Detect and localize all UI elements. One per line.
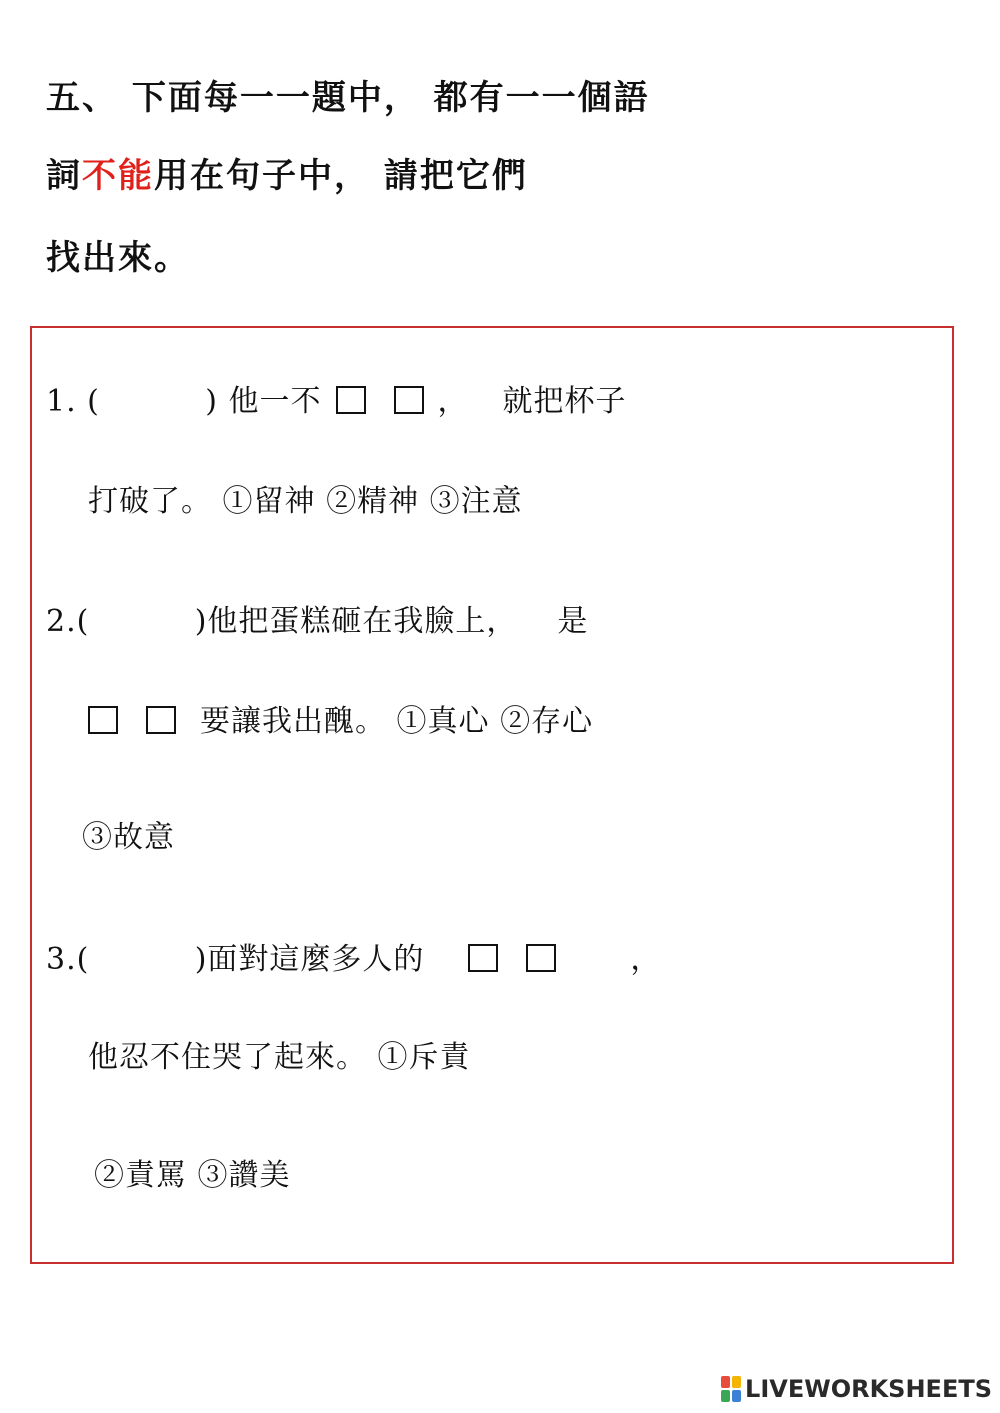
question-2-line-3: ③故意 xyxy=(82,820,175,855)
blank-box xyxy=(468,944,498,972)
blank-box xyxy=(526,944,556,972)
question-number: 2. xyxy=(46,604,77,639)
logo-square xyxy=(732,1390,741,1402)
question-box xyxy=(30,326,954,1264)
instruction-line-3: 找出來。 xyxy=(46,238,190,278)
answer-paren[interactable]: ( ) xyxy=(76,604,208,639)
liveworksheets-logo xyxy=(721,1373,992,1405)
logo-mark-icon xyxy=(721,1376,741,1402)
answer-paren[interactable]: ( ) xyxy=(76,942,208,977)
question-number: 1. xyxy=(46,384,77,419)
instruction-line-1: 五、 下面每一一題中， 都有一一個語 xyxy=(46,78,650,118)
question-text: 是 xyxy=(557,604,589,639)
question-2-line-1 xyxy=(46,596,588,640)
blank-box xyxy=(394,386,424,414)
instruction-text: 用在句子中， 請把它們 xyxy=(154,156,528,196)
blank-box xyxy=(336,386,366,414)
question-text: 就把杯子 xyxy=(502,384,627,419)
answer-paren[interactable]: ( ) xyxy=(87,384,218,419)
question-text: ， xyxy=(630,942,662,977)
question-text: 他把蛋糕砸在我臉上， xyxy=(207,604,518,639)
logo-square xyxy=(721,1376,730,1388)
question-text: 要讓我出醜。 ①真心 ②存心 xyxy=(200,704,594,739)
question-3-line-1 xyxy=(46,934,661,978)
question-1-line-1 xyxy=(46,376,627,420)
question-2-line-2 xyxy=(88,696,593,740)
instruction-text: 詞 xyxy=(46,156,82,196)
blank-box xyxy=(88,706,118,734)
blank-box xyxy=(146,706,176,734)
question-text: 面對這麼多人的 xyxy=(207,942,425,977)
question-1-line-2: 打破了。 ①留神 ②精神 ③注意 xyxy=(88,484,523,519)
logo-text: LIVEWORKSHEETS xyxy=(745,1375,992,1403)
question-3-line-2: 他忍不住哭了起來。 ①斥責 xyxy=(88,1040,471,1075)
question-text: 他一不 xyxy=(228,384,322,419)
question-text: ， xyxy=(437,384,469,419)
question-number: 3. xyxy=(46,942,77,977)
emphasis-not-able: 不能 xyxy=(82,156,154,196)
instruction-line-2 xyxy=(46,148,528,197)
question-3-line-3: ②責罵 ③讚美 xyxy=(94,1158,291,1193)
logo-square xyxy=(721,1390,730,1402)
logo-square xyxy=(732,1376,741,1388)
